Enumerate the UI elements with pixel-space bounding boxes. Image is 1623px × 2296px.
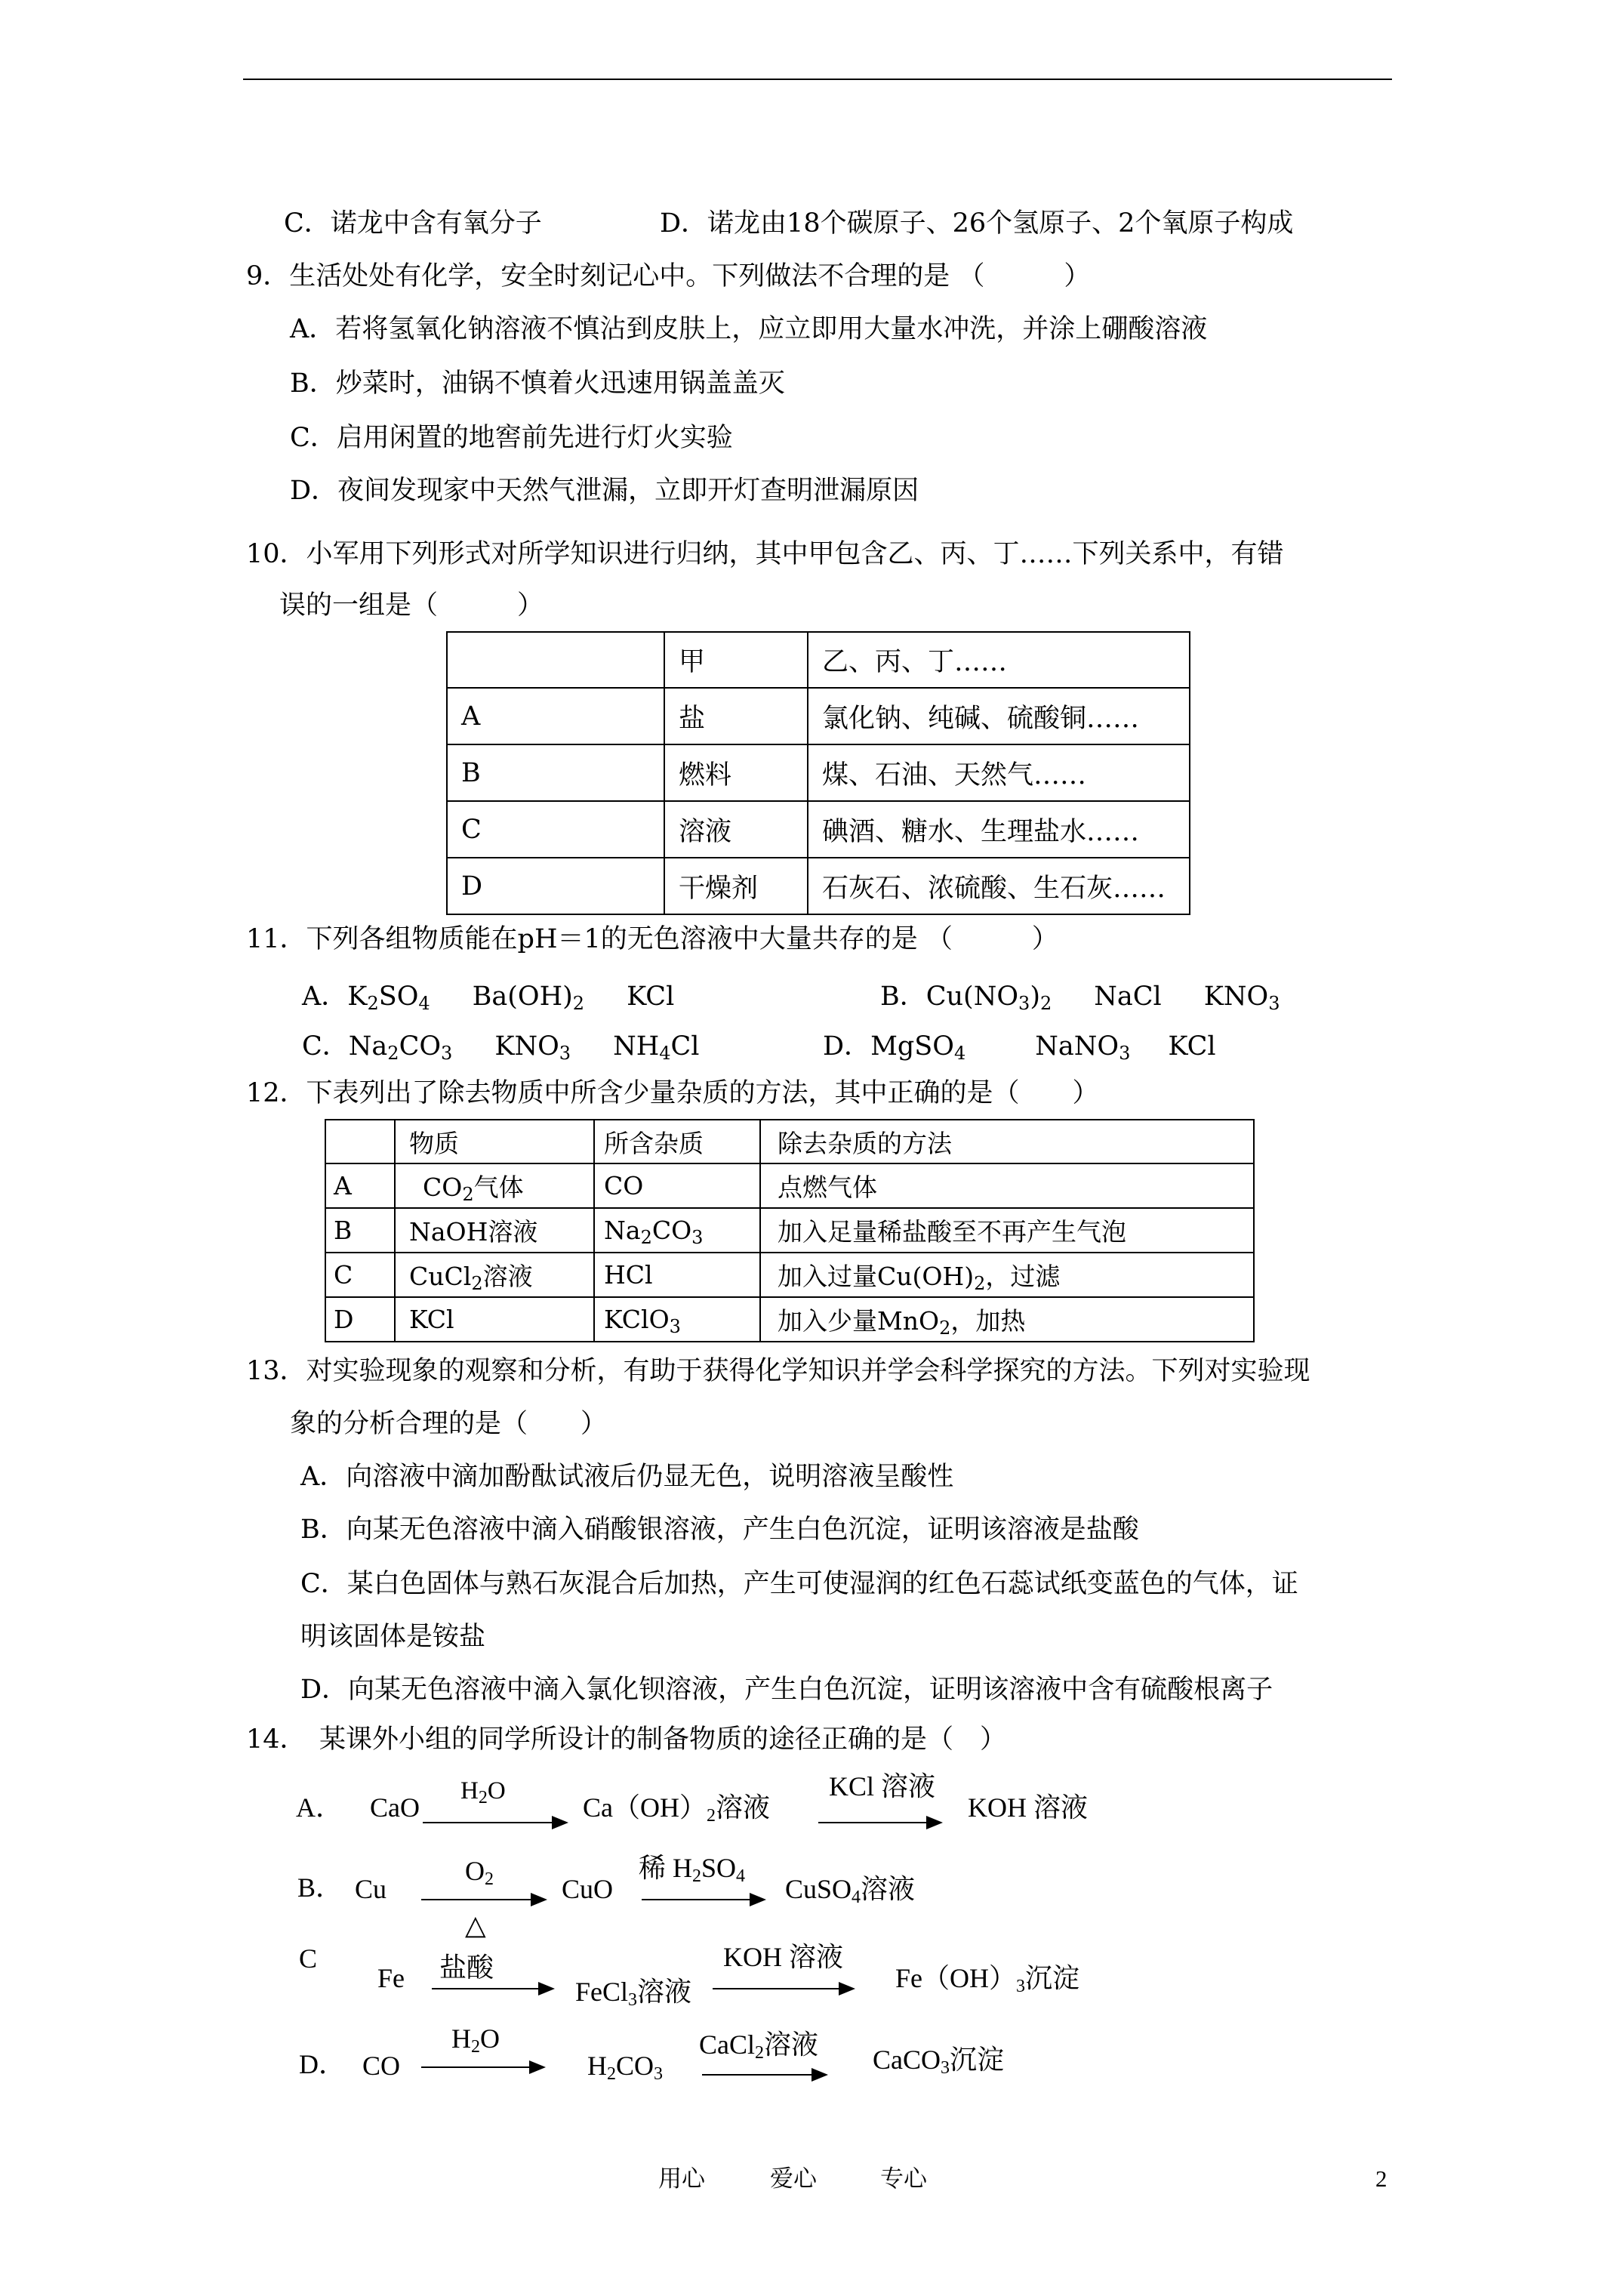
q8-option-c: C．诺龙中含有氧分子 — [284, 208, 542, 239]
arrow-icon — [421, 1899, 545, 1900]
q13-option-a: A．向溶液中滴加酚酞试液后仍显无色，说明溶液呈酸性 — [300, 1462, 954, 1492]
q11-option-c: C．$Na_2CO_3$ $KNO_3$ $NH_4Cl$ — [302, 1031, 700, 1064]
q14-route-d-mid: $H_2CO_3$ — [587, 2051, 664, 2084]
q10-stem-line2: 误的一组是（ ） — [279, 590, 544, 621]
table-cell: 甲 — [664, 632, 808, 688]
table-cell: HCl — [594, 1253, 760, 1297]
table-cell: 煤、石油、天然气…… — [808, 744, 1190, 801]
q13-option-c-line1: C．某白色固体与熟石灰混合后加热，产生可使湿润的红色石蕊试纸变蓝色的气体，证 — [300, 1569, 1298, 1599]
table-cell: 碘酒、糖水、生理盐水…… — [808, 801, 1190, 858]
table-row — [325, 1297, 1254, 1342]
table-cell: B — [447, 744, 664, 801]
table-cell: C — [325, 1253, 395, 1297]
table-cell: 加入过量$Cu(OH)_2$，过滤 — [760, 1253, 1254, 1297]
arrow-icon — [642, 1899, 764, 1900]
q14-route-a-mid: $Ca(OH)_2$溶液 — [583, 1792, 771, 1826]
arrow-icon — [421, 2066, 544, 2068]
q14-route-a-reagent1: $H_2O$ — [460, 1777, 506, 1808]
table-cell — [325, 1120, 395, 1163]
table-row — [447, 801, 1190, 858]
arrow-icon — [423, 1822, 566, 1823]
table-row — [447, 744, 1190, 801]
q14-route-a-start: CaO — [370, 1792, 420, 1823]
q14-route-a-reagent2: KCl 溶液 — [829, 1771, 936, 1801]
table-cell: $CO_2$气体 — [395, 1163, 594, 1208]
q12-table — [325, 1119, 1255, 1342]
q10-stem-line1: 10．小军用下列形式对所学知识进行归纳，其中甲包含乙、丙、丁……下列关系中，有错 — [246, 539, 1284, 569]
footer-mid: 爱心 — [770, 2165, 817, 2193]
page-number: 2 — [1375, 2165, 1387, 2192]
q14-route-b-mid: CuO — [562, 1874, 614, 1904]
q9-option-b: B．炒菜时，油锅不慎着火迅速用锅盖盖灭 — [290, 368, 785, 399]
arrow-icon — [702, 2074, 826, 2076]
table-row — [325, 1208, 1254, 1253]
table-row — [325, 1163, 1254, 1208]
q13-stem-line2: 象的分析合理的是（ ） — [290, 1409, 608, 1439]
table-cell: B — [325, 1208, 395, 1253]
q14-route-c-reagent1: 盐酸 — [439, 1952, 494, 1983]
q14-route-c-start: Fe — [377, 1963, 405, 1993]
q14-route-d-start: CO — [362, 2051, 401, 2081]
q13-option-d: D．向某无色溶液中滴入氯化钡溶液，产生白色沉淀，证明该溶液中含有硫酸根离子 — [300, 1675, 1273, 1705]
table-cell: D — [447, 858, 664, 914]
table-cell: KCl — [395, 1297, 594, 1342]
q14-route-c-label: C — [299, 1943, 318, 1974]
heat-triangle-icon: △ — [465, 1910, 486, 1940]
q14-route-d-label: D． — [299, 2049, 346, 2079]
table-cell: 除去杂质的方法 — [760, 1120, 1254, 1163]
table-cell: A — [447, 688, 664, 744]
table-cell: 盐 — [664, 688, 808, 744]
q14-route-d-reagent2: CaCl$_2$溶液 — [699, 2029, 819, 2063]
table-cell: A — [325, 1163, 395, 1208]
q11-stem: 11．下列各组物质能在pH＝1的无色溶液中大量共存的是 （ ） — [246, 924, 1058, 954]
q14-route-d-reagent1: $H_2O$ — [451, 2023, 500, 2057]
table-row — [447, 688, 1190, 744]
q10-table — [446, 631, 1190, 915]
table-cell: KClO$_3$ — [594, 1297, 760, 1342]
footer-right: 专心 — [880, 2165, 927, 2193]
table-row — [325, 1253, 1254, 1297]
table-cell: CuCl$_2$溶液 — [395, 1253, 594, 1297]
table-row — [447, 858, 1190, 914]
header-rule — [243, 79, 1392, 80]
q9-stem: 9．生活处处有化学，安全时刻记心中。下列做法不合理的是 （ ） — [246, 261, 1091, 291]
table-cell: 乙、丙、丁…… — [808, 632, 1190, 688]
arrow-icon — [432, 1988, 553, 1989]
q14-route-c-reagent2: KOH 溶液 — [723, 1942, 843, 1972]
q14-route-b-start: Cu — [355, 1874, 387, 1904]
table-cell: 燃料 — [664, 744, 808, 801]
table-cell — [447, 632, 664, 688]
q13-option-b: B．向某无色溶液中滴入硝酸银溶液，产生白色沉淀，证明该溶液是盐酸 — [300, 1515, 1139, 1545]
q14-route-b-reagent1: $O_2$ — [465, 1856, 494, 1889]
table-cell: 所含杂质 — [594, 1120, 760, 1163]
q11-option-b: B．$Cu(NO_3)_2$ NaCl $KNO_3$ — [880, 982, 1280, 1014]
table-row — [447, 632, 1190, 688]
table-row — [325, 1120, 1254, 1163]
table-cell: 氯化钠、纯碱、硫酸铜…… — [808, 688, 1190, 744]
q14-route-c-end: $Fe(OH)_3$沉淀 — [895, 1963, 1080, 1996]
arrow-icon — [818, 1822, 941, 1823]
q14-route-b-label: B． — [297, 1872, 343, 1903]
table-cell: 干燥剂 — [664, 858, 808, 914]
q14-route-c-mid: FeCl$_3$溶液 — [575, 1977, 692, 2010]
q9-option-a: A．若将氢氧化钠溶液不慎沾到皮肤上，应立即用大量水冲洗，并涂上硼酸溶液 — [290, 314, 1208, 344]
q9-option-d: D．夜间发现家中天然气泄漏，立即开灯查明泄漏原因 — [290, 476, 919, 506]
q12-stem: 12．下表列出了除去物质中所含少量杂质的方法，其中正确的是（ ） — [246, 1078, 1099, 1108]
table-cell: $Na_2CO_3$ — [594, 1208, 760, 1253]
q14-stem: 14． 某课外小组的同学所设计的制备物质的途径正确的是（ ） — [246, 1724, 1007, 1755]
arrow-icon — [713, 1988, 853, 1989]
table-cell: 物质 — [395, 1120, 594, 1163]
q13-stem-line1: 13．对实验现象的观察和分析，有助于获得化学知识并学会科学探究的方法。下列对实验现 — [246, 1356, 1310, 1386]
q14-route-a-end: KOH 溶液 — [968, 1792, 1088, 1823]
q9-option-c: C．启用闲置的地窖前先进行灯火实验 — [290, 423, 733, 453]
q13-option-c-line2: 明该固体是铵盐 — [300, 1622, 486, 1652]
q14-route-a-label: A． — [296, 1792, 343, 1823]
table-cell: 溶液 — [664, 801, 808, 858]
table-cell: 石灰石、浓硫酸、生石灰…… — [808, 858, 1190, 914]
table-cell: NaOH溶液 — [395, 1208, 594, 1253]
table-cell: CO — [594, 1163, 760, 1208]
table-cell: 点燃气体 — [760, 1163, 1254, 1208]
q11-option-d: D．MgSO$_4$ NaNO$_3$ KCl — [823, 1031, 1216, 1064]
q14-route-d-end: CaCO$_3$沉淀 — [873, 2045, 1005, 2078]
table-cell: 加入足量稀盐酸至不再产生气泡 — [760, 1208, 1254, 1253]
q14-route-b-reagent2: 稀 $H_2SO_4$ — [639, 1853, 746, 1886]
q14-route-b-end: CuSO$_4$溶液 — [785, 1874, 916, 1907]
table-cell: 加入少量MnO$_2$，加热 — [760, 1297, 1254, 1342]
q8-option-d: D．诺龙由18个碳原子、26个氢原子、2个氧原子构成 — [660, 208, 1294, 239]
table-cell: D — [325, 1297, 395, 1342]
footer-left: 用心 — [658, 2165, 705, 2193]
table-cell: C — [447, 801, 664, 858]
q11-option-a: A．$K_2SO_4$ $Ba(OH)_2$ KCl — [302, 982, 675, 1014]
